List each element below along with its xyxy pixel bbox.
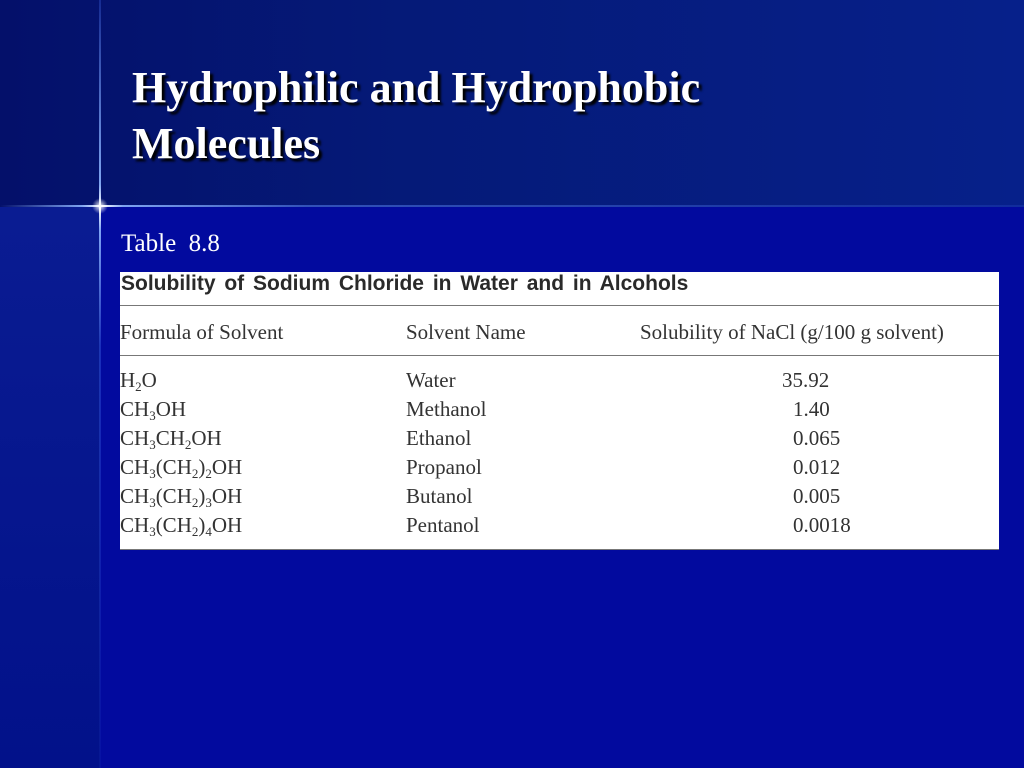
column-header-name: Solvent Name xyxy=(406,320,526,344)
cell-solubility: 0.012 xyxy=(793,455,841,479)
cell-solvent-name: Pentanol xyxy=(406,513,480,537)
slide-title xyxy=(132,60,992,172)
cell-solubility: 1.40 xyxy=(793,397,830,421)
table-header-rule xyxy=(120,355,999,356)
cell-solvent-name: Water xyxy=(406,368,456,392)
cell-formula: $CH_3(CH_2)_2OH$ xyxy=(120,455,243,481)
cell-formula: $CH_3CH_2OH$ xyxy=(120,426,222,452)
sparkle-accent xyxy=(92,198,108,214)
solubility-table xyxy=(120,272,999,550)
cell-solvent-name: Propanol xyxy=(406,455,482,479)
horizontal-accent-line xyxy=(0,205,1024,207)
column-header-formula: Formula of Solvent xyxy=(120,320,284,344)
cell-formula: $H_2O$ xyxy=(120,368,157,394)
cell-solubility: 35.92 xyxy=(782,368,830,392)
cell-formula: $CH_3(CH_2)_3OH$ xyxy=(120,484,243,510)
table-title: Solubility of Sodium Chloride in Water and in Alcohols xyxy=(121,272,689,295)
slide-title-line-2: Molecules xyxy=(132,119,321,168)
cell-solubility: 0.005 xyxy=(793,484,841,508)
cell-solvent-name: Ethanol xyxy=(406,426,472,450)
cell-solubility: 0.0018 xyxy=(793,513,851,537)
cell-solvent-name: Butanol xyxy=(406,484,473,508)
table-bottom-rule xyxy=(120,549,999,550)
cell-solvent-name: Methanol xyxy=(406,397,487,421)
table-top-rule xyxy=(120,305,999,306)
left-band xyxy=(0,207,100,768)
vertical-accent-line xyxy=(99,0,101,768)
slide-title-line-1: Hydrophilic and Hydrophobic xyxy=(132,63,701,112)
column-header-solubility: Solubility of NaCl (g/100 g solvent) xyxy=(640,320,944,344)
table-caption: Table 8.8 xyxy=(121,230,220,257)
cell-formula: $CH_3OH$ xyxy=(120,397,187,423)
cell-formula: $CH_3(CH_2)_4OH$ xyxy=(120,513,243,539)
cell-solubility: 0.065 xyxy=(793,426,841,450)
